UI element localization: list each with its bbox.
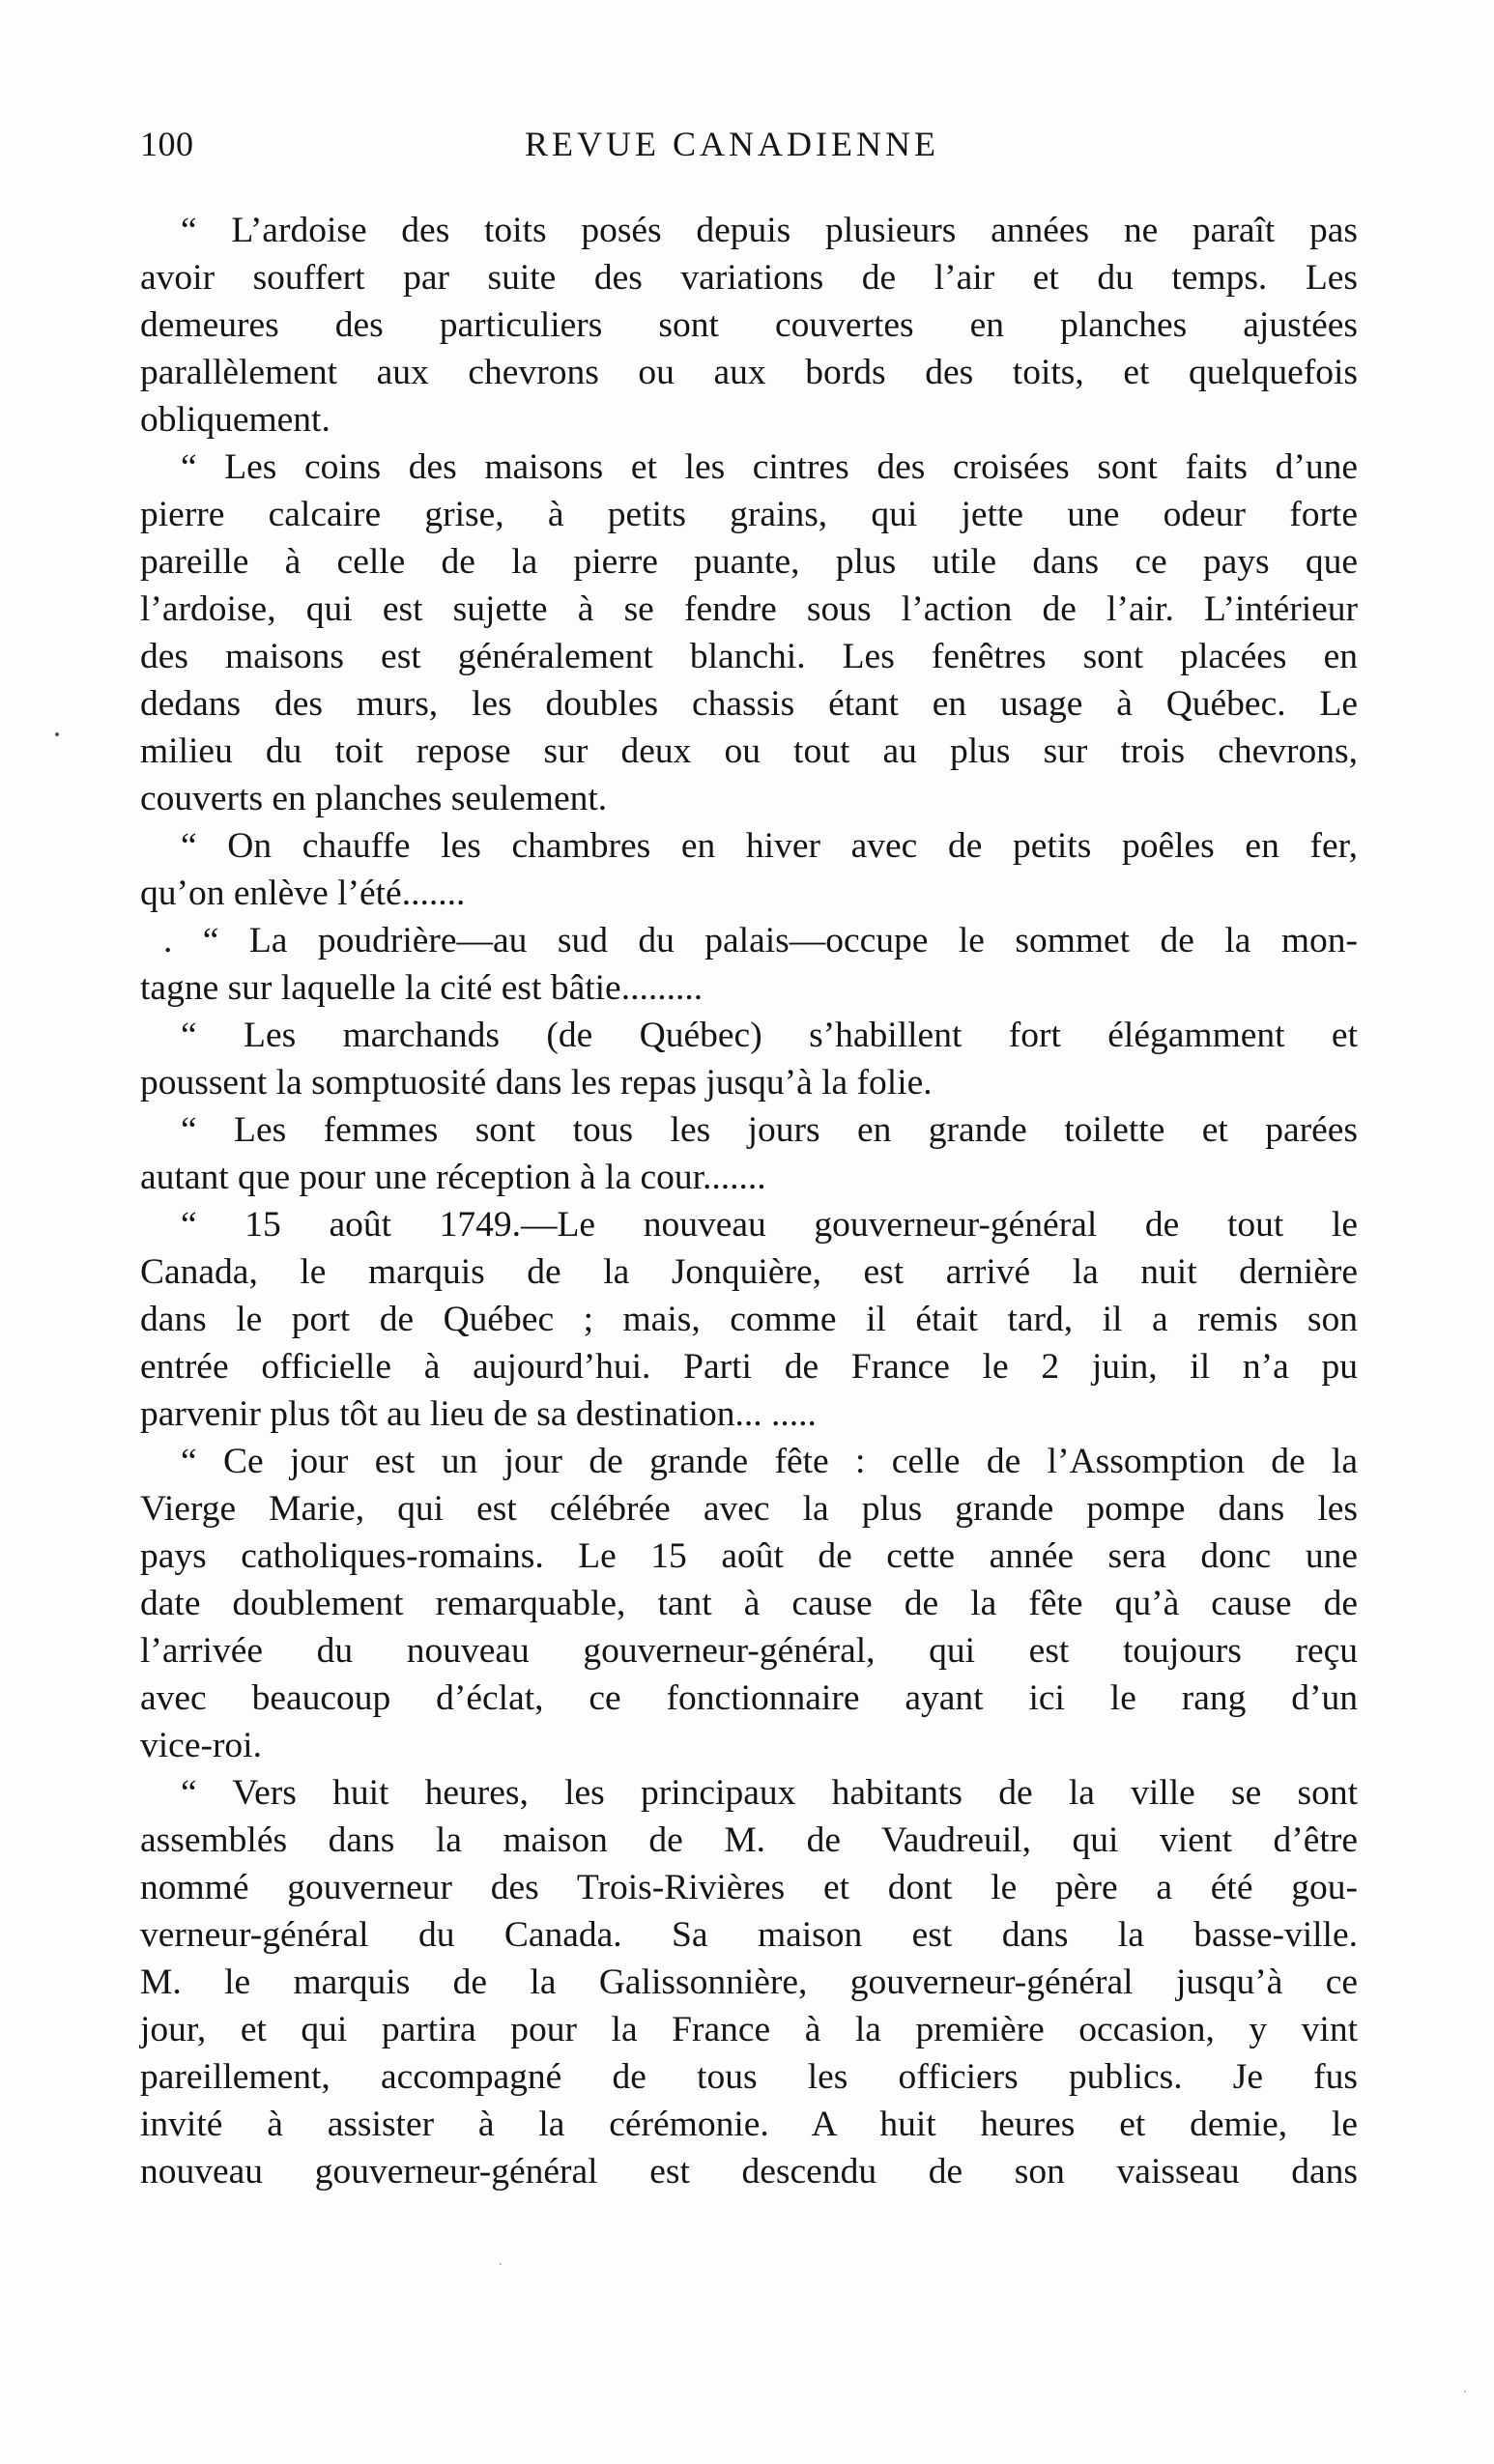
text-line: Canada, le marquis de la Jonquière, est arrivé la nuit dernière xyxy=(140,1252,1358,1292)
text-line: nouveau gouverneur-général est descendu de son vaisseau dans xyxy=(140,2152,1358,2192)
text-line: tagne sur laquelle la cité est bâtie......... xyxy=(140,968,704,1008)
text-line: qu’on enlève l’été....... xyxy=(140,874,466,913)
text-line: pierre calcaire grise, à petits grains, qui jette une odeur forte xyxy=(140,495,1358,534)
text-line: “ Vers huit heures, les principaux habitants de la ville se sont xyxy=(181,1773,1358,1813)
text-line: milieu du toit repose sur deux ou tout au plus sur trois chevrons, xyxy=(140,731,1358,771)
text-line: demeures des particuliers sont couvertes en planches ajustées xyxy=(140,305,1358,345)
text-line: parvenir plus tôt au lieu de sa destination... ..... xyxy=(140,1394,817,1434)
scan-speck xyxy=(55,732,59,736)
page-header xyxy=(140,124,1358,178)
text-line: dans le port de Québec ; mais, comme il était tard, il a remis son xyxy=(140,1300,1358,1339)
scan-speck xyxy=(1464,2391,1466,2392)
text-line: “ Ce jour est un jour de grande fête : celle de l’Assomption de la xyxy=(181,1442,1358,1481)
text-line: “ Les coins des maisons et les cintres des croisées sont faits d’une xyxy=(181,447,1358,487)
text-line: verneur-général du Canada. Sa maison est dans la basse-ville. xyxy=(140,1915,1358,1955)
page-number: 100 xyxy=(140,125,194,163)
text-line: jour, et qui partira pour la France à la première occasion, y vint xyxy=(140,2010,1358,2049)
text-line: entrée officielle à aujourd’hui. Parti de France le 2 juin, il n’a pu xyxy=(140,1347,1358,1387)
text-line: dedans des murs, les doubles chassis étant en usage à Québec. Le xyxy=(140,684,1358,724)
scan-speck xyxy=(500,2263,502,2265)
text-line: “ 15 août 1749.—Le nouveau gouverneur-général de tout le xyxy=(181,1205,1358,1245)
text-line: Vierge Marie, qui est célébrée avec la plus grande pompe dans les xyxy=(140,1489,1358,1529)
text-line: avec beaucoup d’éclat, ce fonctionnaire ayant ici le rang d’un xyxy=(140,1678,1358,1718)
text-line: des maisons est généralement blanchi. Les fenêtres sont placées en xyxy=(140,637,1358,676)
text-line: assemblés dans la maison de M. de Vaudreuil, qui vient d’être xyxy=(140,1820,1358,1860)
text-line: avoir souffert par suite des variations de l’air et du temps. Les xyxy=(140,258,1358,298)
text-line: . “ La poudrière—au sud du palais—occupe le sommet de la mon- xyxy=(163,921,1358,960)
text-line: parallèlement aux chevrons ou aux bords des toits, et quelquefois xyxy=(140,353,1358,392)
text-line: l’ardoise, qui est sujette à se fendre sous l’action de l’air. L’intérieur xyxy=(140,589,1358,629)
text-line: date doublement remarquable, tant à cause de la fête qu’à cause de xyxy=(140,1584,1358,1623)
text-line: “ On chauffe les chambres en hiver avec de petits poêles en fer, xyxy=(181,826,1358,866)
text-line: invité à assister à la cérémonie. A huit heures et demie, le xyxy=(140,2105,1358,2144)
text-line: “ Les marchands (de Québec) s’habillent fort élégamment et xyxy=(181,1016,1358,1055)
text-line: nommé gouverneur des Trois-Rivières et dont le père a été gou- xyxy=(140,1868,1358,1907)
text-line: couverts en planches seulement. xyxy=(140,779,608,818)
running-head: REVUE CANADIENNE xyxy=(525,125,939,163)
text-line: pays catholiques-romains. Le 15 août de cette année sera donc une xyxy=(140,1536,1358,1576)
text-line: “ L’ardoise des toits posés depuis plusieurs années ne paraît pas xyxy=(181,211,1358,250)
text-line: pareillement, accompagné de tous les officiers publics. Je fus xyxy=(140,2057,1358,2097)
text-line: M. le marquis de la Galissonnière, gouverneur-général jusqu’à ce xyxy=(140,1963,1358,2002)
text-line: poussent la somptuosité dans les repas jusqu’à la folie. xyxy=(140,1063,933,1103)
text-line: vice-roi. xyxy=(140,1726,262,1765)
text-line: autant que pour une réception à la cour....... xyxy=(140,1158,766,1197)
text-line: obliquement. xyxy=(140,400,330,440)
text-line: “ Les femmes sont tous les jours en grande toilette et parées xyxy=(181,1110,1358,1150)
text-line: l’arrivée du nouveau gouverneur-général, qui est toujours reçu xyxy=(140,1631,1358,1671)
text-line: pareille à celle de la pierre puante, plus utile dans ce pays que xyxy=(140,542,1358,582)
body-text xyxy=(140,207,1358,2195)
